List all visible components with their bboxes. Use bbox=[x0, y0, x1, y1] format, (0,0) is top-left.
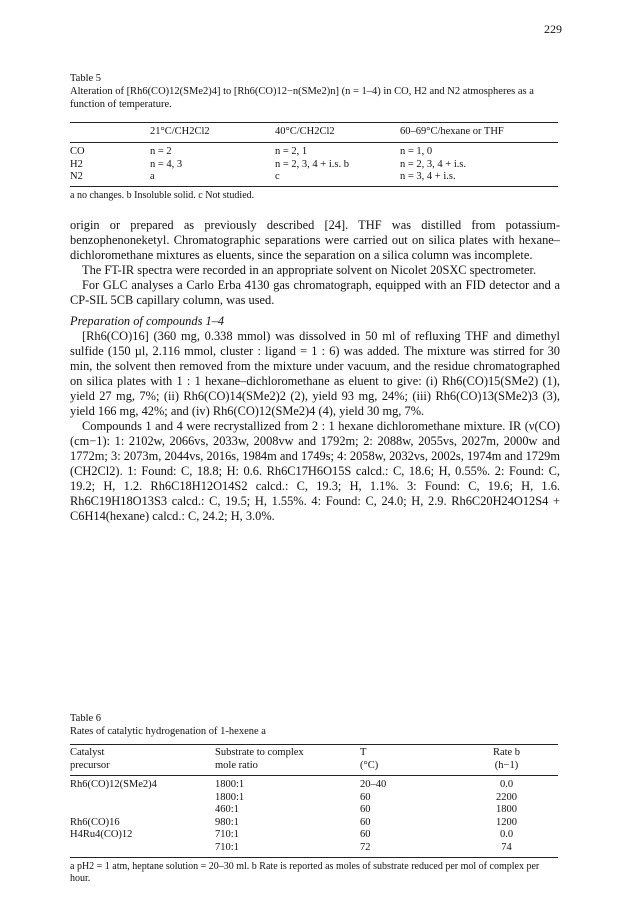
paragraph: The FT-IR spectra were recorded in an appropriate solvent on Nicolet 20SXC spectrometer. bbox=[82, 263, 537, 277]
table6-footnote: a pH2 = 1 atm, heptane solution = 20–30 ml. b Rate is reported as moles of substrate reduced per mol of complex per hour. bbox=[70, 861, 540, 884]
table-row bbox=[70, 779, 558, 792]
table5-header-cell bbox=[70, 126, 150, 139]
table-row bbox=[70, 804, 558, 817]
table-cell: H4Ru4(CO)12 bbox=[70, 829, 133, 840]
table5-header-cell: 60–69°C/hexane or THF bbox=[400, 126, 504, 137]
table-cell: 60 bbox=[360, 791, 371, 803]
table-cell bbox=[70, 792, 215, 805]
table5-header-rule bbox=[70, 142, 558, 143]
table5-header-row bbox=[70, 126, 558, 139]
table-cell: 1200 bbox=[496, 816, 517, 828]
table-cell: n = 4, 3 bbox=[150, 158, 183, 170]
table-cell: 460:1 bbox=[215, 804, 239, 815]
table5-body bbox=[70, 146, 558, 184]
table-cell: 980:1 bbox=[215, 816, 239, 828]
table-cell: 72 bbox=[360, 841, 371, 853]
table-cell: c bbox=[275, 171, 280, 182]
page-number: 229 bbox=[544, 22, 562, 36]
table6-header-cell bbox=[455, 747, 558, 772]
table-cell: N2 bbox=[70, 171, 83, 182]
table6-bottom-rule bbox=[70, 857, 558, 858]
table6-header-cell bbox=[70, 747, 215, 772]
table5-footnote: a no changes. b Insoluble solid. c Not studied. bbox=[70, 190, 255, 201]
paragraph: [Rh6(CO)16] (360 mg, 0.338 mmol) was dissolved in 50 ml of refluxing THF and dimethyl sulfide (150 µl, 2.116 mmol, cluster : ligand = 1 : 6) was added. The mixture was stirred for 30 min, the solvent then removed from the mixture under vacuum, and the residue chromatographed on silica plates with 1 : 1 hexane–dichloromethane as eluent to give: (i) Rh6(CO)15(SMe2) (1), yield 27 mg, 7%; (ii) Rh6(CO)14(SMe2)2 (2), yield 93 mg, 24%; (iii) Rh6(CO)13(SMe2)3 (3), yield 166 mg, 42%; and (iv) Rh6(CO)12(SMe2)4 (4), yield 30 mg, 7%. bbox=[70, 329, 560, 418]
table-cell: 20–40 bbox=[360, 779, 387, 790]
table-cell: 1800:1 bbox=[215, 791, 245, 803]
table6-header-cell bbox=[360, 747, 455, 772]
table-cell: 60 bbox=[360, 829, 371, 840]
table-cell: n = 3, 4 + i.s. bbox=[400, 171, 456, 182]
table-cell: 1800 bbox=[496, 804, 517, 815]
table-cell bbox=[70, 842, 215, 855]
table-cell: Rh6(CO)16 bbox=[70, 816, 120, 828]
table-row bbox=[70, 842, 558, 855]
table5-label: Table 5 bbox=[70, 73, 102, 84]
table6-header bbox=[70, 747, 558, 772]
header-line: (h−1) bbox=[494, 759, 519, 771]
table-cell: 710:1 bbox=[215, 829, 239, 840]
table6-label: Table 6 bbox=[70, 713, 102, 724]
header-line: T bbox=[360, 747, 367, 758]
table-row bbox=[70, 146, 558, 159]
table5-header-cell: 21°C/CH2Cl2 bbox=[150, 126, 210, 137]
table-cell: n = 2, 3, 4 + i.s. bbox=[400, 158, 467, 170]
table-cell: 0.0 bbox=[499, 829, 514, 840]
body-text bbox=[70, 218, 560, 524]
paragraph: Compounds 1 and 4 were recrystallized from 2 : 1 hexane dichloromethane mixture. IR (ν(CO) (cm−1): 1: 2102w, 2066vs, 2033w, 2008vw and 1792m; 2: 2088w, 2055vs, 2027m, 2000w and 1772m; 3: 2073m, 2044vs, 2016s, 1984m and 1749s; 4: 2058w, 2032vs, 2002s, 1974m and 1729m (CH2Cl2). 1: Found: C, 18.8; H: 0.6. Rh6C17H6O15S calcd.: C, 18.6; H, 0.55%. 2: Found: C, 19.2; H, 1.2. Rh6C18H12O14S2 calcd.: C, 19.3; H, 1.1%. 3: Found: C, 19.6; H, 1.6. Rh6C19H18O13S3 calcd.: C, 19.5; H, 1.55%. 4: Found: C, 24.0; H, 2.9. Rh6C20H24O12S4 + C6H14(hexane) calcd.: C, 24.2; H, 3.0%. bbox=[70, 419, 560, 523]
table5-caption-block bbox=[70, 72, 560, 111]
table-row bbox=[70, 792, 558, 805]
table5-caption: Alteration of [Rh6(CO)12(SMe2)4] to [Rh6(CO)12−n(SMe2)n] (n = 1–4) in CO, H2 and N2 atmospheres as a function of temperature. bbox=[70, 86, 534, 110]
table-cell: 0.0 bbox=[499, 779, 514, 790]
table-cell bbox=[70, 804, 215, 817]
table-cell: n = 2, 3, 4 + i.s. b bbox=[275, 158, 349, 170]
table-cell: 2200 bbox=[496, 791, 517, 803]
table5-bottom-rule bbox=[70, 186, 558, 187]
table-cell: n = 2, 1 bbox=[275, 146, 308, 157]
table-cell: 74 bbox=[501, 841, 512, 853]
header-line: mole ratio bbox=[215, 759, 258, 771]
table-cell: 710:1 bbox=[215, 841, 239, 853]
table5-header-cell: 40°C/CH2Cl2 bbox=[275, 126, 335, 137]
paragraph: For GLC analyses a Carlo Erba 4130 gas chromatograph, equipped with an FID detector and a CP-SIL 5CB capillary column, was used. bbox=[70, 278, 560, 307]
table-cell: 60 bbox=[360, 816, 371, 828]
table-cell: H2 bbox=[70, 158, 83, 170]
header-line: precursor bbox=[70, 759, 110, 771]
table-row bbox=[70, 159, 558, 172]
table6-header-cell bbox=[215, 747, 360, 772]
table6-header-rule bbox=[70, 775, 558, 776]
header-line: Catalyst bbox=[70, 747, 105, 758]
header-line: Rate b bbox=[492, 747, 521, 758]
table-cell: 60 bbox=[360, 804, 371, 815]
table-cell: a bbox=[150, 171, 155, 182]
table6-caption-block bbox=[70, 712, 560, 738]
table-cell: CO bbox=[70, 146, 85, 157]
table-cell: Rh6(CO)12(SMe2)4 bbox=[70, 779, 157, 790]
header-line: (°C) bbox=[360, 759, 379, 771]
table-row bbox=[70, 171, 558, 184]
table-cell: n = 1, 0 bbox=[400, 146, 433, 157]
section-heading: Preparation of compounds 1–4 bbox=[70, 314, 225, 328]
table5-top-rule bbox=[70, 122, 558, 123]
table-cell: n = 2 bbox=[150, 146, 172, 157]
table-row bbox=[70, 829, 558, 842]
table6-top-rule bbox=[70, 744, 558, 745]
paragraph: origin or prepared as previously described [24]. THF was distilled from potassium-benzophenoneketyl. Chromatographic separations were carried out on silica plates with hexane–dichloromethane mixtures as eluents, since the separation on a silica column was incomplete. bbox=[70, 218, 560, 262]
table6-caption: Rates of catalytic hydrogenation of 1-hexene a bbox=[70, 726, 266, 737]
header-line: Substrate to complex bbox=[215, 747, 304, 758]
table6-body bbox=[70, 779, 558, 854]
table-cell: 1800:1 bbox=[215, 779, 245, 790]
table-row bbox=[70, 817, 558, 830]
